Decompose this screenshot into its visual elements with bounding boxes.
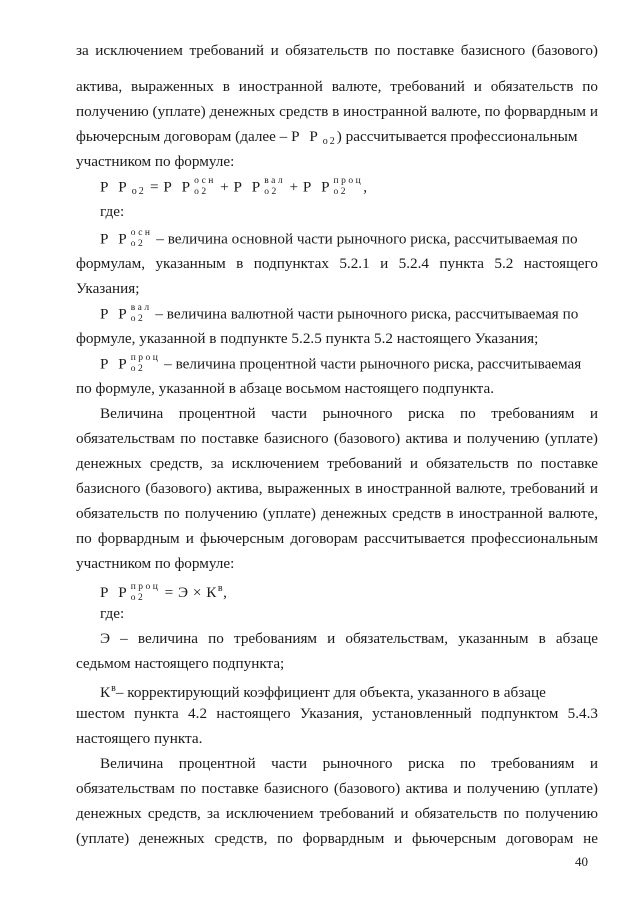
subscript-o2: о2 <box>131 186 146 198</box>
text-line: получению (уплате) денежных средств в иностранной валюте, по форвардным и <box>76 103 598 120</box>
symbol-rr: Р Р <box>233 178 264 196</box>
text-line-with-symbol <box>100 229 598 251</box>
symbol-rr: Р Р <box>100 355 130 373</box>
text-line: где: <box>100 203 125 220</box>
symbol-rr: Р Р <box>100 178 130 196</box>
formula-proc <box>100 579 227 605</box>
text-line: где: <box>100 605 125 622</box>
supsub-stack: осн о2 <box>194 176 216 197</box>
symbol-e: Э <box>100 630 111 647</box>
text-line: по форвардным и фьючерсным договорам рассчитывается профессиональным <box>76 530 598 547</box>
supsub-stack: проц о2 <box>130 581 161 603</box>
text-line: базисного (базового) актива, выраженных в иностранной валюте, требований и <box>76 480 598 497</box>
text-line: седьмом настоящего подпункта; <box>76 655 285 672</box>
symbol-rr: Р Р <box>302 178 333 196</box>
symbol-rr: Р Р <box>163 178 194 196</box>
text-line: участником по формуле: <box>76 555 235 572</box>
supsub-stack: вал о2 <box>264 176 286 197</box>
equals-sign: = <box>164 584 174 601</box>
text-fragment: рассчитывается профессиональным <box>345 128 578 145</box>
text-fragment: – величина по требованиям и обязательствам, указанным в абзаце <box>120 630 598 647</box>
close-paren: ) <box>336 128 342 145</box>
equals-sign: = <box>150 178 160 196</box>
text-line: по формуле, указанной в абзаце восьмом настоящего подпункта. <box>76 380 495 397</box>
text-line-with-symbol <box>100 304 598 326</box>
text-line-with-symbol <box>100 679 598 703</box>
text-line-with-symbol <box>76 127 598 152</box>
supsub-stack: проц о2 <box>333 176 364 197</box>
comma: , <box>363 178 368 196</box>
superscript-v: в <box>111 683 116 694</box>
subscript-o2: о2 <box>322 136 337 147</box>
plus-sign: + <box>289 178 299 196</box>
plus-sign: + <box>220 178 230 196</box>
text-line: Величина процентной части рыночного риска по требованиям и <box>100 755 598 772</box>
symbol-e: Э <box>178 584 189 601</box>
text-fragment: – величина основной части рыночного риска, рассчитываемая по <box>156 230 578 248</box>
text-fragment: – корректирующий коэффициент для объекта, указанного в абзаце <box>115 684 546 701</box>
symbol-rr: Р Р <box>100 230 130 248</box>
text-line: формуле, указанной в подпункте 5.2.5 пункта 5.2 настоящего Указания; <box>76 330 539 347</box>
supsub-stack: проц о2 <box>130 353 161 374</box>
text-fragment: – величина процентной части рыночного риска, рассчитываемая <box>164 355 582 373</box>
page-number: 40 <box>575 854 588 869</box>
text-fragment: фьючерсным договорам (далее – <box>76 128 288 145</box>
text-line: обязательств по получению (уплате) денежных средств в иностранной валюте, <box>76 505 598 522</box>
text-line: настоящего пункта. <box>76 730 203 747</box>
superscript-v: в <box>217 583 224 594</box>
text-line: актива, выраженных в иностранной валюте, требований и обязательств по <box>76 78 598 95</box>
text-line-with-symbol <box>100 629 598 649</box>
text-line: обязательствам по поставке базисного (базового) актива и получению (уплате) <box>76 430 598 447</box>
text-line: участником по формуле: <box>76 153 235 170</box>
text-fragment: – величина валютной части рыночного риска, рассчитываемая по <box>155 305 579 323</box>
symbol-rr: Р Р <box>100 305 130 323</box>
supsub-stack: осн о2 <box>130 228 153 249</box>
formula-rr <box>100 177 368 202</box>
times-sign: × <box>192 584 202 601</box>
text-line: (уплате) денежных средств, по форвардным и фьючерсным договорам не <box>76 830 598 847</box>
text-line: обязательствам по поставке базисного (базового) актива и получению (уплате) <box>76 780 598 797</box>
symbol-k: К <box>206 584 217 601</box>
symbol-k: К <box>100 684 111 701</box>
text-line-with-symbol <box>100 354 598 376</box>
text-line: Указания; <box>76 280 140 297</box>
text-line: Величина процентной части рыночного риска по требованиям и <box>100 405 598 422</box>
text-line: шестом пункта 4.2 настоящего Указания, установленный подпунктом 5.4.3 <box>76 705 598 722</box>
supsub-stack: вал о2 <box>130 303 152 324</box>
text-line: денежных средств, за исключением требований и обязательств по поставке <box>76 455 598 472</box>
comma: , <box>223 584 228 601</box>
symbol-rr: Р Р <box>291 128 321 145</box>
symbol-rr: Р Р <box>100 584 130 601</box>
text-line: формулам, указанным в подпунктах 5.2.1 и 5.2.4 пункта 5.2 настоящего <box>76 255 598 272</box>
text-line: денежных средств, за исключением требований и обязательств по получению <box>76 805 598 822</box>
text-line: за исключением требований и обязательств по поставке базисного (базового) <box>76 42 598 59</box>
